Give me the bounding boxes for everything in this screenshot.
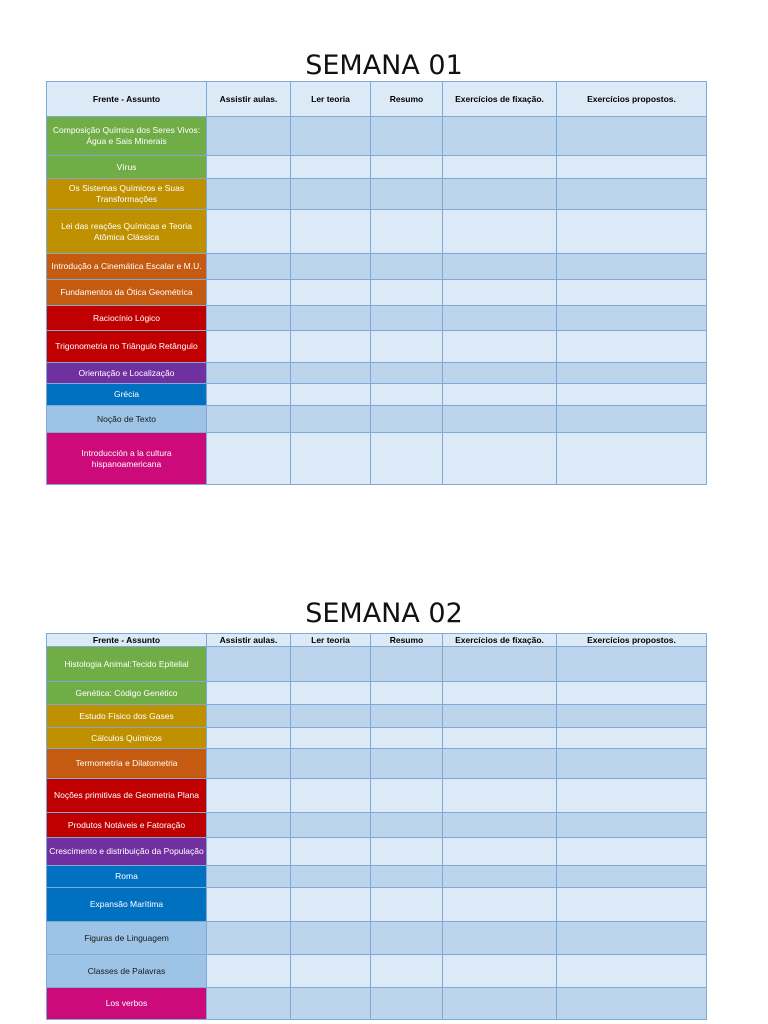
read-theory-cell[interactable] xyxy=(291,280,371,306)
fixation-exercises-cell[interactable] xyxy=(443,384,557,406)
watch-classes-cell[interactable] xyxy=(207,705,291,728)
read-theory-cell[interactable] xyxy=(291,749,371,779)
table-row xyxy=(47,682,707,705)
read-theory-cell[interactable] xyxy=(291,866,371,888)
header-row xyxy=(47,634,707,647)
week-2-table xyxy=(46,633,707,1020)
read-theory-cell[interactable] xyxy=(291,331,371,363)
summary-cell[interactable] xyxy=(371,210,443,254)
read-theory-cell[interactable] xyxy=(291,433,371,485)
subject-cell: Termometria e Dilatometria xyxy=(47,749,207,779)
table-row xyxy=(47,306,707,331)
subject-cell: Lei das reações Químicas e Teoria Atômica Clássica xyxy=(47,210,207,254)
fixation-exercises-cell[interactable] xyxy=(443,888,557,922)
proposed-exercises-cell[interactable] xyxy=(557,838,707,866)
read-theory-cell[interactable] xyxy=(291,179,371,210)
table-row xyxy=(47,156,707,179)
table-row xyxy=(47,866,707,888)
proposed-exercises-cell[interactable] xyxy=(557,156,707,179)
table-row xyxy=(47,813,707,838)
proposed-exercises-cell[interactable] xyxy=(557,647,707,682)
watch-classes-cell[interactable] xyxy=(207,888,291,922)
fixation-exercises-cell[interactable] xyxy=(443,406,557,433)
fixation-exercises-cell[interactable] xyxy=(443,433,557,485)
subject-cell: Introducción a la cultura hispanoamericana xyxy=(47,433,207,485)
watch-classes-cell[interactable] xyxy=(207,433,291,485)
table-row xyxy=(47,838,707,866)
proposed-exercises-cell[interactable] xyxy=(557,179,707,210)
summary-cell[interactable] xyxy=(371,682,443,705)
read-theory-cell[interactable] xyxy=(291,988,371,1020)
subject-cell: Grécia xyxy=(47,384,207,406)
header-watch-classes: Assistir aulas. xyxy=(207,82,291,117)
summary-cell[interactable] xyxy=(371,179,443,210)
proposed-exercises-cell[interactable] xyxy=(557,779,707,813)
proposed-exercises-cell[interactable] xyxy=(557,705,707,728)
watch-classes-cell[interactable] xyxy=(207,838,291,866)
subject-cell: Orientação e Localização xyxy=(47,363,207,384)
table-row xyxy=(47,331,707,363)
subject-cell: Trigonometria no Triângulo Retângulo xyxy=(47,331,207,363)
table-row xyxy=(47,728,707,749)
read-theory-cell[interactable] xyxy=(291,728,371,749)
header-summary: Resumo xyxy=(371,82,443,117)
watch-classes-cell[interactable] xyxy=(207,647,291,682)
watch-classes-cell[interactable] xyxy=(207,988,291,1020)
fixation-exercises-cell[interactable] xyxy=(443,838,557,866)
proposed-exercises-cell[interactable] xyxy=(557,210,707,254)
fixation-exercises-cell[interactable] xyxy=(443,749,557,779)
table-row xyxy=(47,117,707,156)
fixation-exercises-cell[interactable] xyxy=(443,922,557,955)
summary-cell[interactable] xyxy=(371,955,443,988)
table-row xyxy=(47,280,707,306)
header-proposed-exercises: Exercícios propostos. xyxy=(557,634,707,647)
read-theory-cell[interactable] xyxy=(291,955,371,988)
week-1-title: SEMANA 01 xyxy=(305,50,463,81)
proposed-exercises-cell[interactable] xyxy=(557,988,707,1020)
subject-cell: Fundamentos da Ótica Geométrica xyxy=(47,280,207,306)
subject-cell: Raciocínio Lógico xyxy=(47,306,207,331)
read-theory-cell[interactable] xyxy=(291,705,371,728)
summary-cell[interactable] xyxy=(371,406,443,433)
week-1-table xyxy=(46,81,707,485)
read-theory-cell[interactable] xyxy=(291,406,371,433)
fixation-exercises-cell[interactable] xyxy=(443,363,557,384)
subject-cell: Composição Química dos Seres Vivos: Água e Sais Minerais xyxy=(47,117,207,156)
fixation-exercises-cell[interactable] xyxy=(443,955,557,988)
subject-cell: Roma xyxy=(47,866,207,888)
watch-classes-cell[interactable] xyxy=(207,866,291,888)
read-theory-cell[interactable] xyxy=(291,813,371,838)
proposed-exercises-cell[interactable] xyxy=(557,254,707,280)
table-row xyxy=(47,955,707,988)
fixation-exercises-cell[interactable] xyxy=(443,705,557,728)
table-row xyxy=(47,749,707,779)
watch-classes-cell[interactable] xyxy=(207,210,291,254)
fixation-exercises-cell[interactable] xyxy=(443,682,557,705)
watch-classes-cell[interactable] xyxy=(207,306,291,331)
read-theory-cell[interactable] xyxy=(291,384,371,406)
subject-cell: Os Sistemas Químicos e Suas Transformações xyxy=(47,179,207,210)
read-theory-cell[interactable] xyxy=(291,306,371,331)
summary-cell[interactable] xyxy=(371,306,443,331)
subject-cell: Classes de Palavras xyxy=(47,955,207,988)
read-theory-cell[interactable] xyxy=(291,210,371,254)
table-row xyxy=(47,254,707,280)
fixation-exercises-cell[interactable] xyxy=(443,280,557,306)
subject-cell: Estudo Físico dos Gases xyxy=(47,705,207,728)
summary-cell[interactable] xyxy=(371,384,443,406)
watch-classes-cell[interactable] xyxy=(207,922,291,955)
read-theory-cell[interactable] xyxy=(291,254,371,280)
fixation-exercises-cell[interactable] xyxy=(443,254,557,280)
summary-cell[interactable] xyxy=(371,433,443,485)
table-row xyxy=(47,179,707,210)
summary-cell[interactable] xyxy=(371,117,443,156)
proposed-exercises-cell[interactable] xyxy=(557,306,707,331)
fixation-exercises-cell[interactable] xyxy=(443,866,557,888)
watch-classes-cell[interactable] xyxy=(207,682,291,705)
read-theory-cell[interactable] xyxy=(291,888,371,922)
proposed-exercises-cell[interactable] xyxy=(557,749,707,779)
proposed-exercises-cell[interactable] xyxy=(557,728,707,749)
header-read-theory: Ler teoria xyxy=(291,82,371,117)
summary-cell[interactable] xyxy=(371,749,443,779)
fixation-exercises-cell[interactable] xyxy=(443,988,557,1020)
subject-cell: Crescimento e distribuição da População xyxy=(47,838,207,866)
summary-cell[interactable] xyxy=(371,705,443,728)
table-row xyxy=(47,384,707,406)
watch-classes-cell[interactable] xyxy=(207,813,291,838)
proposed-exercises-cell[interactable] xyxy=(557,406,707,433)
watch-classes-cell[interactable] xyxy=(207,363,291,384)
subject-cell: Introdução a Cinemática Escalar e M.U. xyxy=(47,254,207,280)
fixation-exercises-cell[interactable] xyxy=(443,210,557,254)
watch-classes-cell[interactable] xyxy=(207,955,291,988)
watch-classes-cell[interactable] xyxy=(207,156,291,179)
fixation-exercises-cell[interactable] xyxy=(443,156,557,179)
fixation-exercises-cell[interactable] xyxy=(443,179,557,210)
header-subject: Frente - Assunto xyxy=(47,82,207,117)
summary-cell[interactable] xyxy=(371,280,443,306)
summary-cell[interactable] xyxy=(371,156,443,179)
summary-cell[interactable] xyxy=(371,331,443,363)
header-summary: Resumo xyxy=(371,634,443,647)
summary-cell[interactable] xyxy=(371,254,443,280)
fixation-exercises-cell[interactable] xyxy=(443,779,557,813)
header-proposed-exercises: Exercícios propostos. xyxy=(557,82,707,117)
proposed-exercises-cell[interactable] xyxy=(557,922,707,955)
summary-cell[interactable] xyxy=(371,728,443,749)
table-row xyxy=(47,988,707,1020)
read-theory-cell[interactable] xyxy=(291,922,371,955)
subject-cell: Figuras de Linguagem xyxy=(47,922,207,955)
read-theory-cell[interactable] xyxy=(291,363,371,384)
subject-cell: Genética: Código Genético xyxy=(47,682,207,705)
week-2-body xyxy=(47,647,707,1020)
table-row xyxy=(47,406,707,433)
proposed-exercises-cell[interactable] xyxy=(557,331,707,363)
subject-cell: Noções primitivas de Geometria Plana xyxy=(47,779,207,813)
proposed-exercises-cell[interactable] xyxy=(557,363,707,384)
proposed-exercises-cell[interactable] xyxy=(557,682,707,705)
header-watch-classes: Assistir aulas. xyxy=(207,634,291,647)
watch-classes-cell[interactable] xyxy=(207,406,291,433)
summary-cell[interactable] xyxy=(371,647,443,682)
fixation-exercises-cell[interactable] xyxy=(443,647,557,682)
watch-classes-cell[interactable] xyxy=(207,254,291,280)
subject-cell: Los verbos xyxy=(47,988,207,1020)
watch-classes-cell[interactable] xyxy=(207,749,291,779)
summary-cell[interactable] xyxy=(371,988,443,1020)
table-row xyxy=(47,647,707,682)
watch-classes-cell[interactable] xyxy=(207,779,291,813)
subject-cell: Histologia Animal:Tecido Epitelial xyxy=(47,647,207,682)
week-1-body xyxy=(47,117,707,485)
subject-cell: Vírus xyxy=(47,156,207,179)
read-theory-cell[interactable] xyxy=(291,779,371,813)
table-row xyxy=(47,922,707,955)
subject-cell: Expansão Marítima xyxy=(47,888,207,922)
subject-cell: Cálculos Químicos xyxy=(47,728,207,749)
watch-classes-cell[interactable] xyxy=(207,280,291,306)
proposed-exercises-cell[interactable] xyxy=(557,955,707,988)
read-theory-cell[interactable] xyxy=(291,647,371,682)
summary-cell[interactable] xyxy=(371,922,443,955)
proposed-exercises-cell[interactable] xyxy=(557,866,707,888)
fixation-exercises-cell[interactable] xyxy=(443,117,557,156)
table-row xyxy=(47,433,707,485)
read-theory-cell[interactable] xyxy=(291,838,371,866)
proposed-exercises-cell[interactable] xyxy=(557,117,707,156)
header-read-theory: Ler teoria xyxy=(291,634,371,647)
watch-classes-cell[interactable] xyxy=(207,728,291,749)
watch-classes-cell[interactable] xyxy=(207,331,291,363)
summary-cell[interactable] xyxy=(371,779,443,813)
table-row xyxy=(47,363,707,384)
watch-classes-cell[interactable] xyxy=(207,384,291,406)
fixation-exercises-cell[interactable] xyxy=(443,728,557,749)
fixation-exercises-cell[interactable] xyxy=(443,306,557,331)
proposed-exercises-cell[interactable] xyxy=(557,384,707,406)
header-fixation-exercises: Exercícios de fixação. xyxy=(443,634,557,647)
header-row xyxy=(47,82,707,117)
subject-cell: Noção de Texto xyxy=(47,406,207,433)
watch-classes-cell[interactable] xyxy=(207,179,291,210)
summary-cell[interactable] xyxy=(371,813,443,838)
read-theory-cell[interactable] xyxy=(291,117,371,156)
header-fixation-exercises: Exercícios de fixação. xyxy=(443,82,557,117)
header-subject: Frente - Assunto xyxy=(47,634,207,647)
summary-cell[interactable] xyxy=(371,866,443,888)
read-theory-cell[interactable] xyxy=(291,156,371,179)
proposed-exercises-cell[interactable] xyxy=(557,433,707,485)
week-2-title: SEMANA 02 xyxy=(305,598,463,629)
summary-cell[interactable] xyxy=(371,363,443,384)
table-row xyxy=(47,705,707,728)
table-row xyxy=(47,888,707,922)
watch-classes-cell[interactable] xyxy=(207,117,291,156)
proposed-exercises-cell[interactable] xyxy=(557,280,707,306)
fixation-exercises-cell[interactable] xyxy=(443,331,557,363)
proposed-exercises-cell[interactable] xyxy=(557,813,707,838)
table-row xyxy=(47,779,707,813)
summary-cell[interactable] xyxy=(371,888,443,922)
summary-cell[interactable] xyxy=(371,838,443,866)
proposed-exercises-cell[interactable] xyxy=(557,888,707,922)
read-theory-cell[interactable] xyxy=(291,682,371,705)
subject-cell: Produtos Notáveis e Fatoração xyxy=(47,813,207,838)
table-row xyxy=(47,210,707,254)
fixation-exercises-cell[interactable] xyxy=(443,813,557,838)
